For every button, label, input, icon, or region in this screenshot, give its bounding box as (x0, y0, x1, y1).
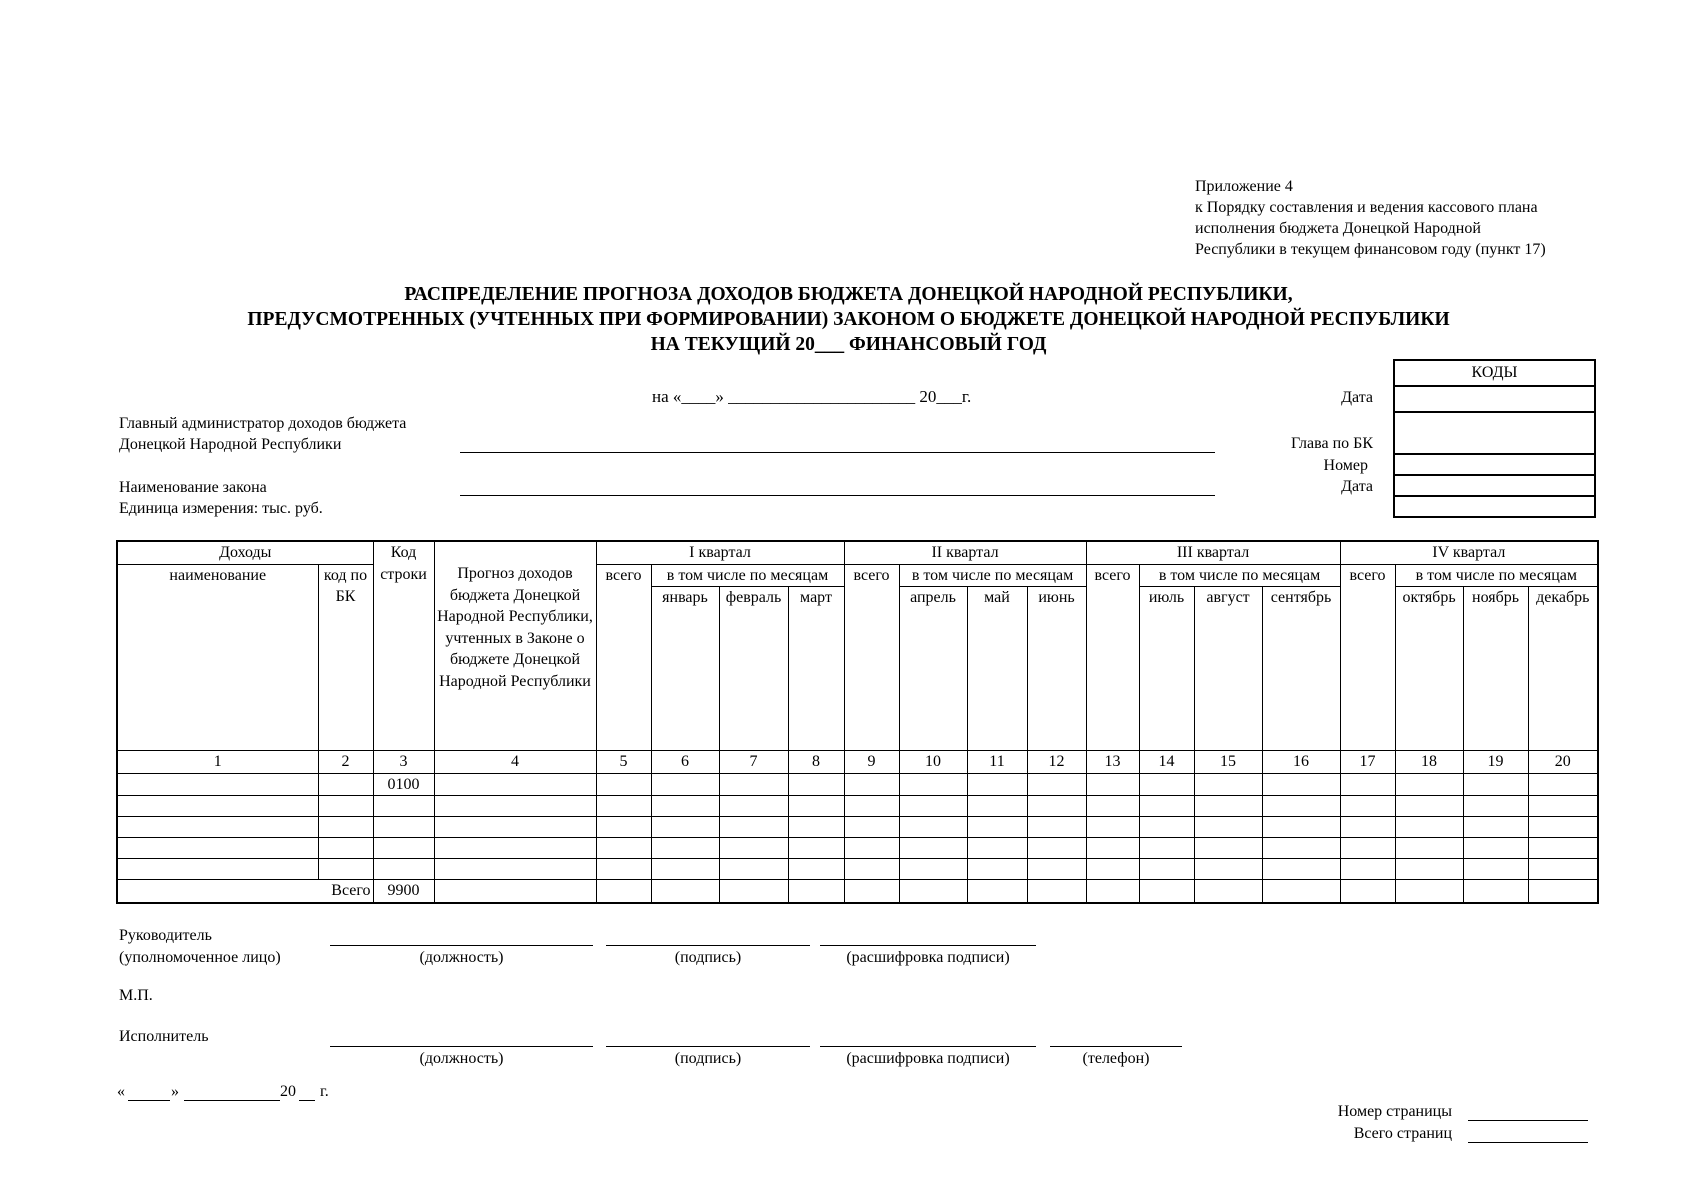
incomes-header: Доходы (117, 541, 373, 564)
annex-line-1: Приложение 4 (1195, 178, 1293, 195)
table-cell[interactable] (1139, 817, 1194, 838)
table-cell[interactable] (788, 796, 844, 817)
title-line-1: РАСПРЕДЕЛЕНИЕ ПРОГНОЗА ДОХОДОВ БЮДЖЕТА ДОНЕЦКОЙ НАРОДНОЙ РЕСПУБЛИКИ, (404, 284, 1293, 305)
table-cell[interactable] (1086, 796, 1139, 817)
date-close-quote: » (171, 1083, 179, 1100)
table-cell[interactable] (1027, 880, 1086, 903)
table-cell[interactable] (373, 859, 434, 880)
table-cell[interactable] (1194, 880, 1262, 903)
table-cell[interactable] (719, 796, 788, 817)
table-cell[interactable] (651, 817, 719, 838)
table-cell[interactable] (596, 817, 651, 838)
col-num-19: 19 (1463, 751, 1528, 774)
table-cell[interactable] (1086, 817, 1139, 838)
q1-total-header: всего (596, 564, 651, 751)
col-num-18: 18 (1395, 751, 1463, 774)
table-cell[interactable] (1528, 796, 1598, 817)
unit-label: Единица измерения: тыс. руб. (119, 500, 323, 517)
table-cell[interactable] (788, 880, 844, 903)
table-cell[interactable] (788, 817, 844, 838)
title-line-3: НА ТЕКУЩИЙ 20___ ФИНАНСОВЫЙ ГОД (650, 334, 1047, 355)
table-cell[interactable] (967, 880, 1027, 903)
column-number-row (117, 751, 1598, 774)
table-cell[interactable] (1528, 838, 1598, 859)
quarter-1-header: I квартал (596, 541, 844, 564)
table-cell[interactable] (117, 817, 318, 838)
table-cell[interactable] (434, 773, 596, 796)
table-cell[interactable] (1139, 773, 1194, 796)
table-cell[interactable] (899, 796, 967, 817)
table-cell[interactable] (1027, 796, 1086, 817)
q2-months-header: в том числе по месяцам (899, 564, 1086, 587)
table-cell[interactable] (899, 817, 967, 838)
head-signature-line[interactable] (606, 945, 810, 946)
quarter-3-header: III квартал (1086, 541, 1340, 564)
table-cell[interactable] (1340, 773, 1395, 796)
codes-date2-cell[interactable] (1394, 475, 1595, 496)
table-cell[interactable] (1395, 773, 1463, 796)
table-cell[interactable] (1194, 817, 1262, 838)
table-cell[interactable] (117, 859, 318, 880)
table-cell[interactable] (1027, 838, 1086, 859)
col-num-2: 2 (318, 751, 373, 774)
table-cell[interactable] (1194, 773, 1262, 796)
date-year-line[interactable] (299, 1100, 315, 1101)
month-header-jan: январь (651, 587, 719, 751)
col-num-6: 6 (651, 751, 719, 774)
table-cell[interactable] (1463, 859, 1528, 880)
table-cell[interactable] (1340, 796, 1395, 817)
date-day-line[interactable] (128, 1100, 170, 1101)
table-cell[interactable] (1463, 838, 1528, 859)
codes-number-label: Номер (1323, 457, 1368, 474)
table-cell[interactable] (318, 838, 373, 859)
row-code-header: строки (373, 564, 434, 751)
total-label: Всего (117, 880, 373, 903)
annex-line-4: Республики в текущем финансовом году (пункт 17) (1195, 241, 1546, 258)
annex-line-2: к Порядку составления и ведения кассового плана (1195, 199, 1538, 216)
law-name-input-line[interactable] (460, 495, 1215, 496)
code-bk-header: код по БК (318, 564, 373, 751)
col-num-17: 17 (1340, 751, 1395, 774)
table-cell[interactable] (844, 838, 899, 859)
table-cell[interactable] (596, 796, 651, 817)
table-cell[interactable] (899, 773, 967, 796)
table-cell[interactable] (1528, 859, 1598, 880)
month-header-nov: ноябрь (1463, 587, 1528, 751)
table-cell[interactable] (1139, 859, 1194, 880)
table-cell[interactable] (967, 817, 1027, 838)
executor-signature-line[interactable] (606, 1046, 810, 1047)
executor-position-line[interactable] (330, 1046, 593, 1047)
table-cell[interactable] (899, 880, 967, 903)
month-header-dec: декабрь (1528, 587, 1598, 751)
date-month-line[interactable] (184, 1100, 280, 1101)
month-header-sep: сентябрь (1262, 587, 1340, 751)
table-cell[interactable] (651, 880, 719, 903)
codes-chapter-label: Глава по БК (1291, 435, 1373, 452)
table-cell[interactable] (844, 859, 899, 880)
col-num-9: 9 (844, 751, 899, 774)
table-cell[interactable] (719, 880, 788, 903)
month-header-may: май (967, 587, 1027, 751)
law-name-label: Наименование закона (119, 479, 267, 496)
table-cell[interactable] (1463, 773, 1528, 796)
head-signature-caption: (подпись) (674, 949, 742, 966)
admin-label-line-2: Донецкой Народной Республики (119, 436, 342, 453)
table-cell[interactable] (1463, 880, 1528, 903)
table-cell[interactable] (596, 880, 651, 903)
page-number-label: Номер страницы (1337, 1103, 1452, 1120)
table-cell[interactable] (1395, 859, 1463, 880)
table-row (117, 796, 1598, 817)
q3-months-header: в том числе по месяцам (1139, 564, 1340, 587)
table-cell[interactable] (844, 796, 899, 817)
table-cell[interactable] (719, 817, 788, 838)
table-row (117, 817, 1598, 838)
col-num-4: 4 (434, 751, 596, 774)
q1-months-header: в том числе по месяцам (651, 564, 844, 587)
table-cell[interactable] (651, 773, 719, 796)
executor-decoding-line[interactable] (820, 1046, 1036, 1047)
table-cell[interactable] (1027, 773, 1086, 796)
table-cell[interactable] (1194, 859, 1262, 880)
table-cell[interactable] (1340, 817, 1395, 838)
table-cell[interactable] (1086, 859, 1139, 880)
table-cell[interactable] (967, 859, 1027, 880)
executor-phone-caption: (телефон) (1082, 1050, 1150, 1067)
table-cell[interactable] (1395, 880, 1463, 903)
total-row-code: 9900 (373, 880, 434, 903)
stamp-label: М.П. (119, 987, 153, 1004)
title-line-2: ПРЕДУСМОТРЕННЫХ (УЧТЕННЫХ ПРИ ФОРМИРОВАНИИ) ЗАКОНОМ О БЮДЖЕТЕ ДОНЕЦКОЙ НАРОДНОЙ РЕСПУБЛИКИ (247, 309, 1450, 330)
income-forecast-table (116, 540, 1599, 904)
table-cell[interactable] (1139, 880, 1194, 903)
col-num-11: 11 (967, 751, 1027, 774)
table-cell[interactable] (318, 859, 373, 880)
table-cell[interactable] (1086, 880, 1139, 903)
admin-label-line-1: Главный администратор доходов бюджета (119, 415, 407, 432)
table-cell[interactable] (596, 859, 651, 880)
date-year-suffix: г. (320, 1083, 329, 1100)
date-open-quote: « (117, 1083, 125, 1100)
table-cell[interactable] (1139, 796, 1194, 817)
col-num-14: 14 (1139, 751, 1194, 774)
table-cell[interactable] (788, 838, 844, 859)
table-cell[interactable] (117, 838, 318, 859)
table-cell[interactable] (967, 773, 1027, 796)
month-header-jul: июль (1139, 587, 1194, 751)
executor-signature-caption: (подпись) (674, 1050, 742, 1067)
col-num-20: 20 (1528, 751, 1598, 774)
total-pages-label: Всего страниц (1353, 1125, 1452, 1142)
table-cell[interactable] (373, 838, 434, 859)
head-label-line-1: Руководитель (119, 927, 212, 944)
month-header-jun: июнь (1027, 587, 1086, 751)
annex-block (1195, 176, 1546, 260)
table-cell[interactable] (1262, 880, 1340, 903)
report-date-line: на «____» ______________________ 20___г. (652, 387, 972, 406)
document-title (0, 282, 1697, 357)
col-num-7: 7 (719, 751, 788, 774)
table-cell[interactable] (1340, 838, 1395, 859)
table-cell[interactable] (899, 859, 967, 880)
head-decoding-line[interactable] (820, 945, 1036, 946)
col-num-12: 12 (1027, 751, 1086, 774)
table-header-row-2 (117, 564, 1598, 587)
quarter-4-header: IV квартал (1340, 541, 1598, 564)
table-cell[interactable] (719, 838, 788, 859)
table-cell[interactable] (1139, 838, 1194, 859)
q3-total-header: всего (1086, 564, 1139, 751)
table-cell[interactable] (1340, 880, 1395, 903)
col-num-10: 10 (899, 751, 967, 774)
table-row (117, 773, 1598, 796)
codes-number-cell[interactable] (1394, 454, 1595, 475)
table-cell[interactable] (1027, 859, 1086, 880)
table-cell[interactable] (434, 796, 596, 817)
table-row (117, 859, 1598, 880)
codes-chapter-cell[interactable] (1394, 412, 1595, 454)
codes-header: КОДЫ (1394, 360, 1595, 386)
col-num-5: 5 (596, 751, 651, 774)
table-cell[interactable] (1395, 817, 1463, 838)
table-cell[interactable] (1262, 796, 1340, 817)
table-cell[interactable] (1027, 817, 1086, 838)
table-cell[interactable] (434, 838, 596, 859)
table-cell[interactable] (373, 817, 434, 838)
table-cell[interactable] (844, 880, 899, 903)
table-cell[interactable] (1086, 838, 1139, 859)
table-cell[interactable] (596, 838, 651, 859)
table-cell[interactable] (844, 773, 899, 796)
table-cell[interactable] (967, 838, 1027, 859)
table-cell[interactable] (318, 817, 373, 838)
annex-line-3: исполнения бюджета Донецкой Народной (1195, 220, 1481, 237)
table-cell[interactable] (899, 838, 967, 859)
table-cell[interactable] (117, 773, 318, 796)
table-cell[interactable] (318, 796, 373, 817)
table-cell[interactable] (373, 796, 434, 817)
table-cell[interactable] (1262, 838, 1340, 859)
month-header-apr: апрель (899, 587, 967, 751)
total-pages-line[interactable] (1468, 1142, 1588, 1143)
month-header-oct: октябрь (1395, 587, 1463, 751)
head-decoding-caption: (расшифровка подписи) (846, 949, 1010, 966)
table-cell[interactable] (1395, 796, 1463, 817)
head-label-line-2: (уполномоченное лицо) (119, 949, 281, 966)
table-cell[interactable] (651, 859, 719, 880)
table-cell[interactable] (788, 859, 844, 880)
executor-decoding-caption: (расшифровка подписи) (846, 1050, 1010, 1067)
codes-date-cell[interactable] (1394, 386, 1595, 412)
table-cell[interactable] (434, 817, 596, 838)
col-num-15: 15 (1194, 751, 1262, 774)
col-num-13: 13 (1086, 751, 1139, 774)
month-header-feb: февраль (719, 587, 788, 751)
table-cell[interactable] (117, 796, 318, 817)
table-cell[interactable] (1262, 773, 1340, 796)
q4-months-header: в том числе по месяцам (1395, 564, 1598, 587)
table-cell[interactable] (719, 773, 788, 796)
table-cell[interactable] (1340, 859, 1395, 880)
table-cell[interactable] (1262, 817, 1340, 838)
table-cell[interactable] (434, 859, 596, 880)
month-header-aug: август (1194, 587, 1262, 751)
codes-table (1393, 359, 1596, 518)
table-cell[interactable] (788, 773, 844, 796)
codes-date-label: Дата (1341, 389, 1373, 406)
executor-label: Исполнитель (119, 1028, 209, 1045)
col-num-8: 8 (788, 751, 844, 774)
table-cell[interactable] (1528, 817, 1598, 838)
table-cell[interactable] (1395, 838, 1463, 859)
table-cell[interactable] (967, 796, 1027, 817)
name-header: наименование (117, 564, 318, 751)
table-cell[interactable] (844, 817, 899, 838)
total-row (117, 880, 1598, 903)
table-cell[interactable] (1463, 817, 1528, 838)
q4-total-header: всего (1340, 564, 1395, 751)
table-cell[interactable] (651, 838, 719, 859)
page-number-line[interactable] (1468, 1120, 1588, 1121)
codes-date2-label: Дата (1341, 478, 1373, 495)
row-code-0100: 0100 (373, 773, 434, 796)
forecast-header: Прогноз доходов бюджета Донецкой Народной Республики, учтенных в Законе о бюджете Донецкой Народной Республики (434, 541, 596, 751)
codes-extra-cell[interactable] (1394, 496, 1595, 517)
table-cell[interactable] (1194, 796, 1262, 817)
table-cell[interactable] (719, 859, 788, 880)
head-position-caption: (должность) (419, 949, 504, 966)
table-cell[interactable] (1194, 838, 1262, 859)
table-cell[interactable] (1262, 859, 1340, 880)
table-row (117, 838, 1598, 859)
table-cell[interactable] (1528, 773, 1598, 796)
row-code-header-top: Код (373, 541, 434, 564)
head-position-line[interactable] (330, 945, 593, 946)
quarter-2-header: II квартал (844, 541, 1086, 564)
table-cell[interactable] (651, 796, 719, 817)
table-header-row-1 (117, 541, 1598, 564)
executor-position-caption: (должность) (419, 1050, 504, 1067)
executor-phone-line[interactable] (1050, 1046, 1182, 1047)
col-num-1: 1 (117, 751, 318, 774)
q2-total-header: всего (844, 564, 899, 751)
month-header-mar: март (788, 587, 844, 751)
table-cell[interactable] (596, 773, 651, 796)
table-cell[interactable] (1463, 796, 1528, 817)
table-cell[interactable] (1528, 880, 1598, 903)
admin-input-line[interactable] (460, 452, 1215, 453)
table-cell[interactable] (1086, 773, 1139, 796)
table-cell[interactable] (434, 880, 596, 903)
date-year-prefix: 20 (280, 1083, 296, 1100)
col-num-16: 16 (1262, 751, 1340, 774)
table-cell[interactable] (318, 773, 373, 796)
col-num-3: 3 (373, 751, 434, 774)
